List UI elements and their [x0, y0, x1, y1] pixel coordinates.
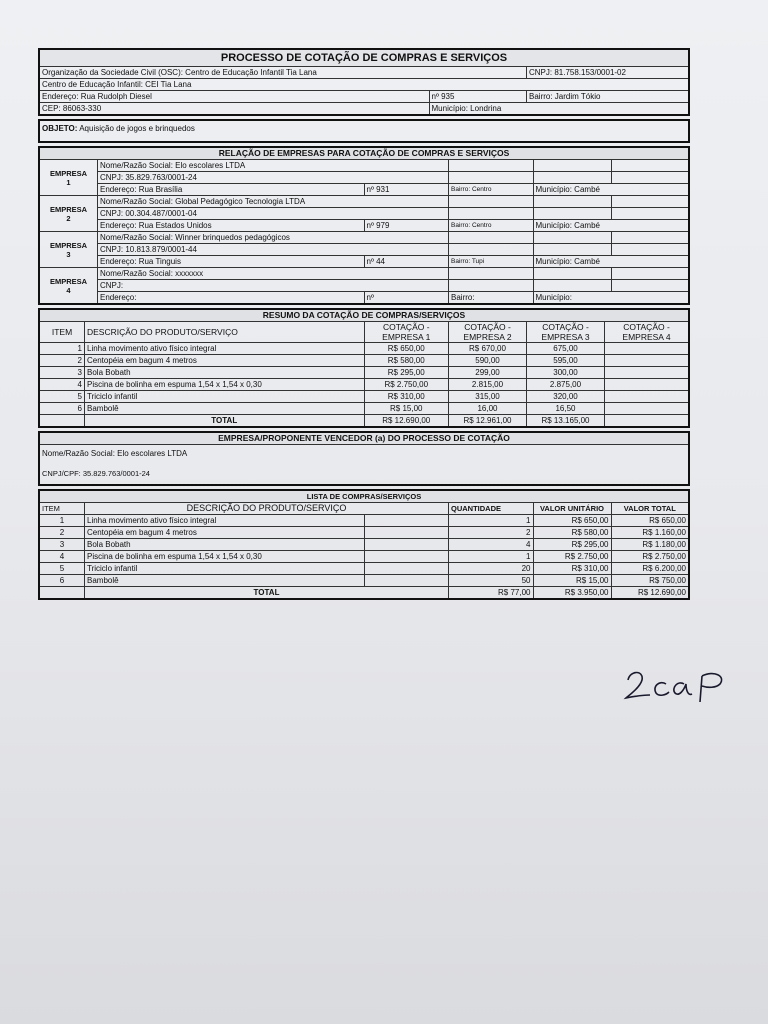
empresa-3-endereco: Endereço: Rua Tinguis	[98, 256, 365, 268]
empresa-4-label: EMPRESA 4	[39, 268, 98, 305]
empresa-4-bairro: Bairro:	[449, 292, 534, 305]
resumo-row: 4 Piscina de bolinha em espuma 1,54 x 1,54 x 0,30 R$ 2.750,00 2.815,00 2.875,00	[39, 379, 689, 391]
lista-title: LISTA DE COMPRAS/SERVIÇOS	[39, 490, 689, 503]
empresa-2-municipio: Município: Cambé	[533, 220, 689, 232]
empresa-1-cnpj: CNPJ: 35.829.763/0001-24	[98, 172, 449, 184]
empresa-1-nome: Nome/Razão Social: Elo escolares LTDA	[98, 160, 449, 172]
empresa-1-bairro: Bairro: Centro	[449, 184, 534, 196]
empresa-3-cnpj: CNPJ: 10.813.879/0001-44	[98, 244, 449, 256]
lista-row: 2 Centopéia em bagum 4 metros 2 R$ 580,00 R$ 1.160,00	[39, 527, 689, 539]
org-cnpj: CNPJ: 81.758.153/0001-02	[527, 67, 690, 79]
lista-table	[38, 489, 690, 600]
empresa-1-endereco: Endereço: Rua Brasília	[98, 184, 365, 196]
resumo-table	[38, 308, 690, 428]
resumo-total-row: TOTAL R$ 12.690,00 R$ 12.961,00 R$ 13.165,00	[39, 415, 689, 428]
org-cep: CEP: 86063-330	[39, 103, 429, 116]
empresa-1-municipio: Município: Cambé	[533, 184, 689, 196]
empresa-2-cnpj: CNPJ: 00.304.487/0001-04	[98, 208, 449, 220]
empresa-3-nome: Nome/Razão Social: Winner brinquedos pedagógicos	[98, 232, 449, 244]
objeto-cell	[39, 120, 689, 142]
org-address: Endereço: Rua Rudolph Diesel	[39, 91, 429, 103]
resumo-row: 1 Linha movimento ativo físico integral R$ 650,00 R$ 670,00 675,00	[39, 343, 689, 355]
empresa-4-nome: Nome/Razão Social: xxxxxxx	[98, 268, 449, 280]
handwritten-signature	[622, 662, 768, 704]
lista-col-item: ITEM	[39, 503, 85, 515]
document-title: PROCESSO DE COTAÇÃO DE COMPRAS E SERVIÇOS	[39, 49, 689, 67]
empresa-2-bairro: Bairro: Centro	[449, 220, 534, 232]
vencedor-nome: Nome/Razão Social: Elo escolares LTDA	[42, 449, 188, 458]
resumo-row: 6 Bambolê R$ 15,00 16,00 16,50	[39, 403, 689, 415]
empresa-1-numero: nº 931	[364, 184, 449, 196]
vencedor-title: EMPRESA/PROPONENTE VENCEDOR (a) DO PROCESSO DE COTAÇÃO	[39, 432, 689, 445]
empresa-2-label: EMPRESA 2	[39, 196, 98, 232]
empresa-4-endereco: Endereço:	[98, 292, 365, 305]
lista-row: 5 Triciclo infantil 20 R$ 310,00 R$ 6.200,00	[39, 563, 689, 575]
objeto-value: Aquisição de jogos e brinquedos	[79, 124, 195, 133]
resumo-row: 2 Centopéia em bagum 4 metros R$ 580,00 590,00 595,00	[39, 355, 689, 367]
empresa-4-municipio: Município:	[533, 292, 689, 305]
vencedor-table	[38, 431, 690, 486]
resumo-col-e1: COTAÇÃO - EMPRESA 1	[364, 322, 449, 343]
empresa-3-numero: nº 44	[364, 256, 449, 268]
empresa-3-municipio: Município: Cambé	[533, 256, 689, 268]
lista-col-qtd: QUANTIDADE	[449, 503, 534, 515]
empresa-2-endereco: Endereço: Rua Estados Unidos	[98, 220, 365, 232]
empresa-3-bairro: Bairro: Tupi	[449, 256, 534, 268]
resumo-col-e3: COTAÇÃO - EMPRESA 3	[527, 322, 605, 343]
vencedor-details	[39, 445, 689, 486]
empresa-2-numero: nº 979	[364, 220, 449, 232]
lista-row: 3 Bola Bobath 4 R$ 295,00 R$ 1.180,00	[39, 539, 689, 551]
empresa-4-numero: nº	[364, 292, 449, 305]
lista-row: 4 Piscina de bolinha em espuma 1,54 x 1,54 x 0,30 1 R$ 2.750,00 R$ 2.750,00	[39, 551, 689, 563]
vencedor-cnpj: CNPJ/CPF: 35.829.763/0001-24	[42, 469, 150, 478]
resumo-col-e4: COTAÇÃO - EMPRESA 4	[605, 322, 690, 343]
empresa-1-label: EMPRESA 1	[39, 160, 98, 196]
resumo-row: 3 Bola Bobath R$ 295,00 299,00 300,00	[39, 367, 689, 379]
lista-col-total: VALOR TOTAL	[611, 503, 689, 515]
header-table	[38, 48, 690, 116]
objeto-table	[38, 119, 690, 143]
lista-row: 1 Linha movimento ativo físico integral 1 R$ 650,00 R$ 650,00	[39, 515, 689, 527]
org-municipio: Município: Londrina	[429, 103, 689, 116]
lista-col-unit: VALOR UNITÁRIO	[533, 503, 611, 515]
empresas-title: RELAÇÃO DE EMPRESAS PARA COTAÇÃO DE COMPRAS E SERVIÇOS	[39, 147, 689, 160]
empresas-table	[38, 146, 690, 305]
resumo-col-e2: COTAÇÃO - EMPRESA 2	[449, 322, 527, 343]
lista-row: 6 Bambolê 50 R$ 15,00 R$ 750,00	[39, 575, 689, 587]
objeto-label: OBJETO:	[42, 124, 78, 133]
lista-col-desc: DESCRIÇÃO DO PRODUTO/SERVIÇO	[85, 503, 449, 515]
resumo-title: RESUMO DA COTAÇÃO DE COMPRAS/SERVIÇOS	[39, 309, 689, 322]
org-bairro: Bairro: Jardim Tókio	[527, 91, 690, 103]
empresa-2-nome: Nome/Razão Social: Global Pedagógico Tecnologia LTDA	[98, 196, 449, 208]
cei-name: Centro de Educação Infantil: CEI Tia Lana	[39, 79, 689, 91]
org-number: nº 935	[429, 91, 527, 103]
empresa-4-cnpj: CNPJ:	[98, 280, 449, 292]
org-name: Organização da Sociedade Civil (OSC): Centro de Educação Infantil Tia Lana	[39, 67, 527, 79]
resumo-col-desc: DESCRIÇÃO DO PRODUTO/SERVIÇO	[85, 322, 365, 343]
resumo-row: 5 Triciclo infantil R$ 310,00 315,00 320,00	[39, 391, 689, 403]
empresa-3-label: EMPRESA 3	[39, 232, 98, 268]
lista-total-row: TOTAL R$ 77,00 R$ 3.950,00 R$ 12.690,00	[39, 587, 689, 600]
quotation-document	[38, 48, 690, 603]
resumo-col-item: ITEM	[39, 322, 85, 343]
